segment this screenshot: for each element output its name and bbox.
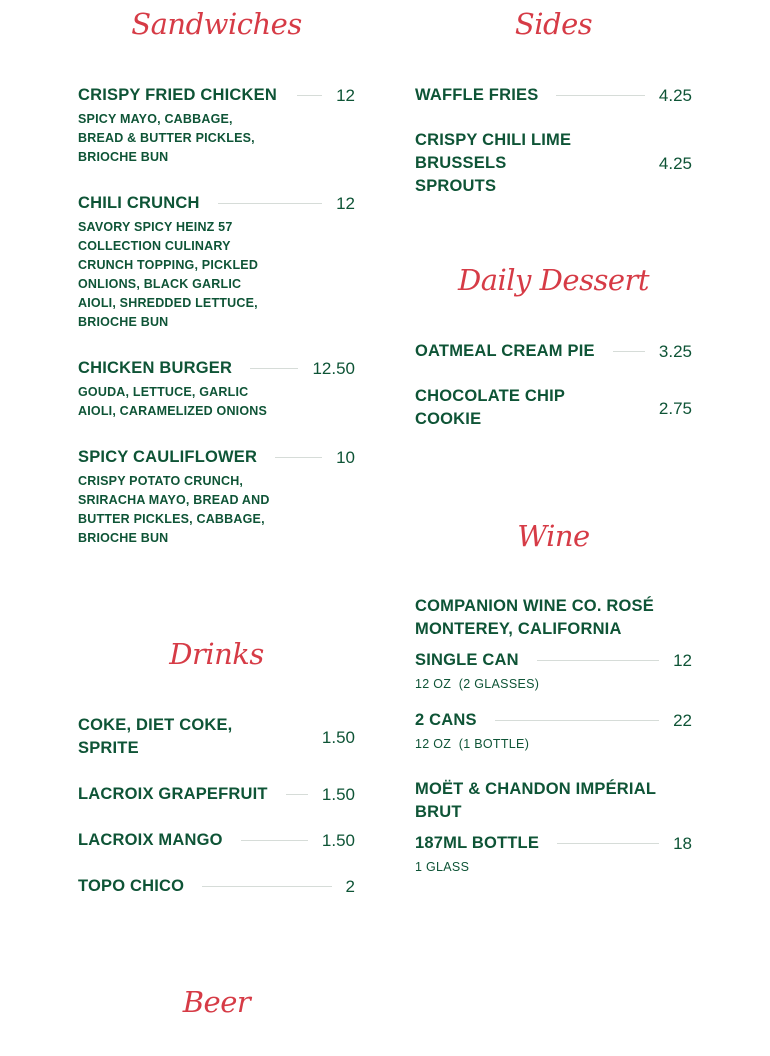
menu-item-waffle-fries: [415, 84, 692, 107]
item-price: 18: [673, 834, 692, 853]
wine-group-moet-chandon: [415, 778, 692, 824]
item-price: 22: [673, 711, 692, 730]
dotted-leader: [537, 660, 659, 661]
dotted-leader: [250, 368, 298, 369]
item-name: WAFFLE FRIES: [415, 86, 539, 104]
item-name: 187ML BOTTLE: [415, 834, 540, 852]
menu-item-brussels-sprouts: [415, 129, 692, 198]
menu-item-lacroix-mango: [78, 829, 355, 852]
wine-name: MOËT & CHANDON IMPÉRIAL BRUT: [415, 780, 656, 821]
item-price: 1.50: [321, 727, 355, 747]
menu-item-lacroix-grapefruit: [78, 783, 355, 806]
wine-option-2-cans: [415, 709, 692, 754]
dotted-leader: [218, 203, 323, 204]
wine-name: COMPANION WINE CO. ROSÉ MONTEREY, CALIFORNIA: [415, 597, 654, 638]
item-price: 12: [336, 86, 355, 105]
item-price: 1.50: [321, 831, 355, 850]
item-serving-size: 12 OZ (2 GLASSES): [415, 677, 540, 691]
item-name: CRISPY CHILI LIME BRUSSELS SPROUTS: [415, 131, 572, 195]
item-description: SAVORY SPICY HEINZ 57 COLLECTION CULINARY CRUNCH TOPPING, PICKLED ONLIONS, BLACK GARLIC AIOLI, SHREDDED LETTUCE, BRIOCHE BUN: [78, 220, 259, 329]
item-name: TOPO CHICO: [78, 877, 185, 895]
menu-item-chocolate-chip-cookie: [415, 385, 692, 431]
dotted-leader: [556, 95, 645, 96]
wine-heading: Wine: [517, 519, 590, 553]
item-name: LACROIX MANGO: [78, 831, 223, 849]
item-name: CHILI CRUNCH: [78, 194, 200, 212]
sandwiches-heading: Sandwiches: [131, 7, 302, 41]
item-name: LACROIX GRAPEFRUIT: [78, 785, 268, 803]
daily-dessert-heading: Daily Dessert: [457, 263, 650, 297]
item-description: GOUDA, LETTUCE, GARLIC AIOLI, CARAMELIZED ONIONS: [78, 385, 268, 418]
menu-item-chili-crunch: [78, 192, 355, 332]
item-name: COKE, DIET COKE, SPRITE: [78, 716, 233, 757]
sides-heading: Sides: [514, 7, 593, 41]
menu-item-topo-chico: [78, 875, 355, 898]
item-serving-size: 12 OZ (1 BOTTLE): [415, 737, 530, 751]
item-description: CRISPY POTATO CRUNCH, SRIRACHA MAYO, BREAD AND BUTTER PICKLES, CABBAGE, BRIOCHE BUN: [78, 474, 270, 545]
dotted-leader: [613, 351, 645, 352]
item-description: SPICY MAYO, CABBAGE, BREAD & BUTTER PICKLES, BRIOCHE BUN: [78, 112, 255, 164]
menu-item-coke: [78, 714, 355, 760]
dotted-leader: [557, 843, 659, 844]
item-price: 2: [345, 877, 355, 896]
item-name: CHICKEN BURGER: [78, 359, 233, 377]
wine-option-187ml-bottle: [415, 832, 692, 877]
wine-group-companion-rose: [415, 595, 692, 641]
item-price: 4.25: [658, 154, 692, 173]
item-price: 2.75: [658, 398, 692, 418]
item-price: 4.25: [658, 86, 692, 105]
menu-item-oatmeal-cream-pie: [415, 340, 692, 363]
dotted-leader: [275, 457, 322, 458]
dotted-leader: [286, 794, 308, 795]
dotted-leader: [202, 886, 331, 887]
drinks-heading: Drinks: [169, 637, 264, 671]
beer-heading: Beer: [182, 985, 251, 1019]
item-name: CHOCOLATE CHIP COOKIE: [415, 387, 565, 428]
item-price: 1.50: [321, 785, 355, 804]
item-name: SPICY CAULIFLOWER: [78, 448, 258, 466]
menu-item-chicken-burger: [78, 357, 355, 421]
dotted-leader: [297, 95, 322, 96]
item-price: 10: [336, 448, 355, 467]
dotted-leader: [495, 720, 659, 721]
item-name: OATMEAL CREAM PIE: [415, 342, 595, 360]
item-price: 3.25: [658, 342, 692, 361]
item-serving-size: 1 GLASS: [415, 860, 470, 874]
item-name: 2 CANS: [415, 711, 477, 729]
dotted-leader: [241, 840, 308, 841]
item-price: 12: [673, 651, 692, 670]
item-price: 12.50: [312, 359, 355, 378]
menu-item-spicy-cauliflower: [78, 446, 355, 548]
menu-item-crispy-fried-chicken: [78, 84, 355, 167]
wine-option-single-can: [415, 649, 692, 694]
item-name: SINGLE CAN: [415, 651, 519, 669]
item-name: CRISPY FRIED CHICKEN: [78, 86, 277, 104]
item-price: 12: [336, 194, 355, 213]
